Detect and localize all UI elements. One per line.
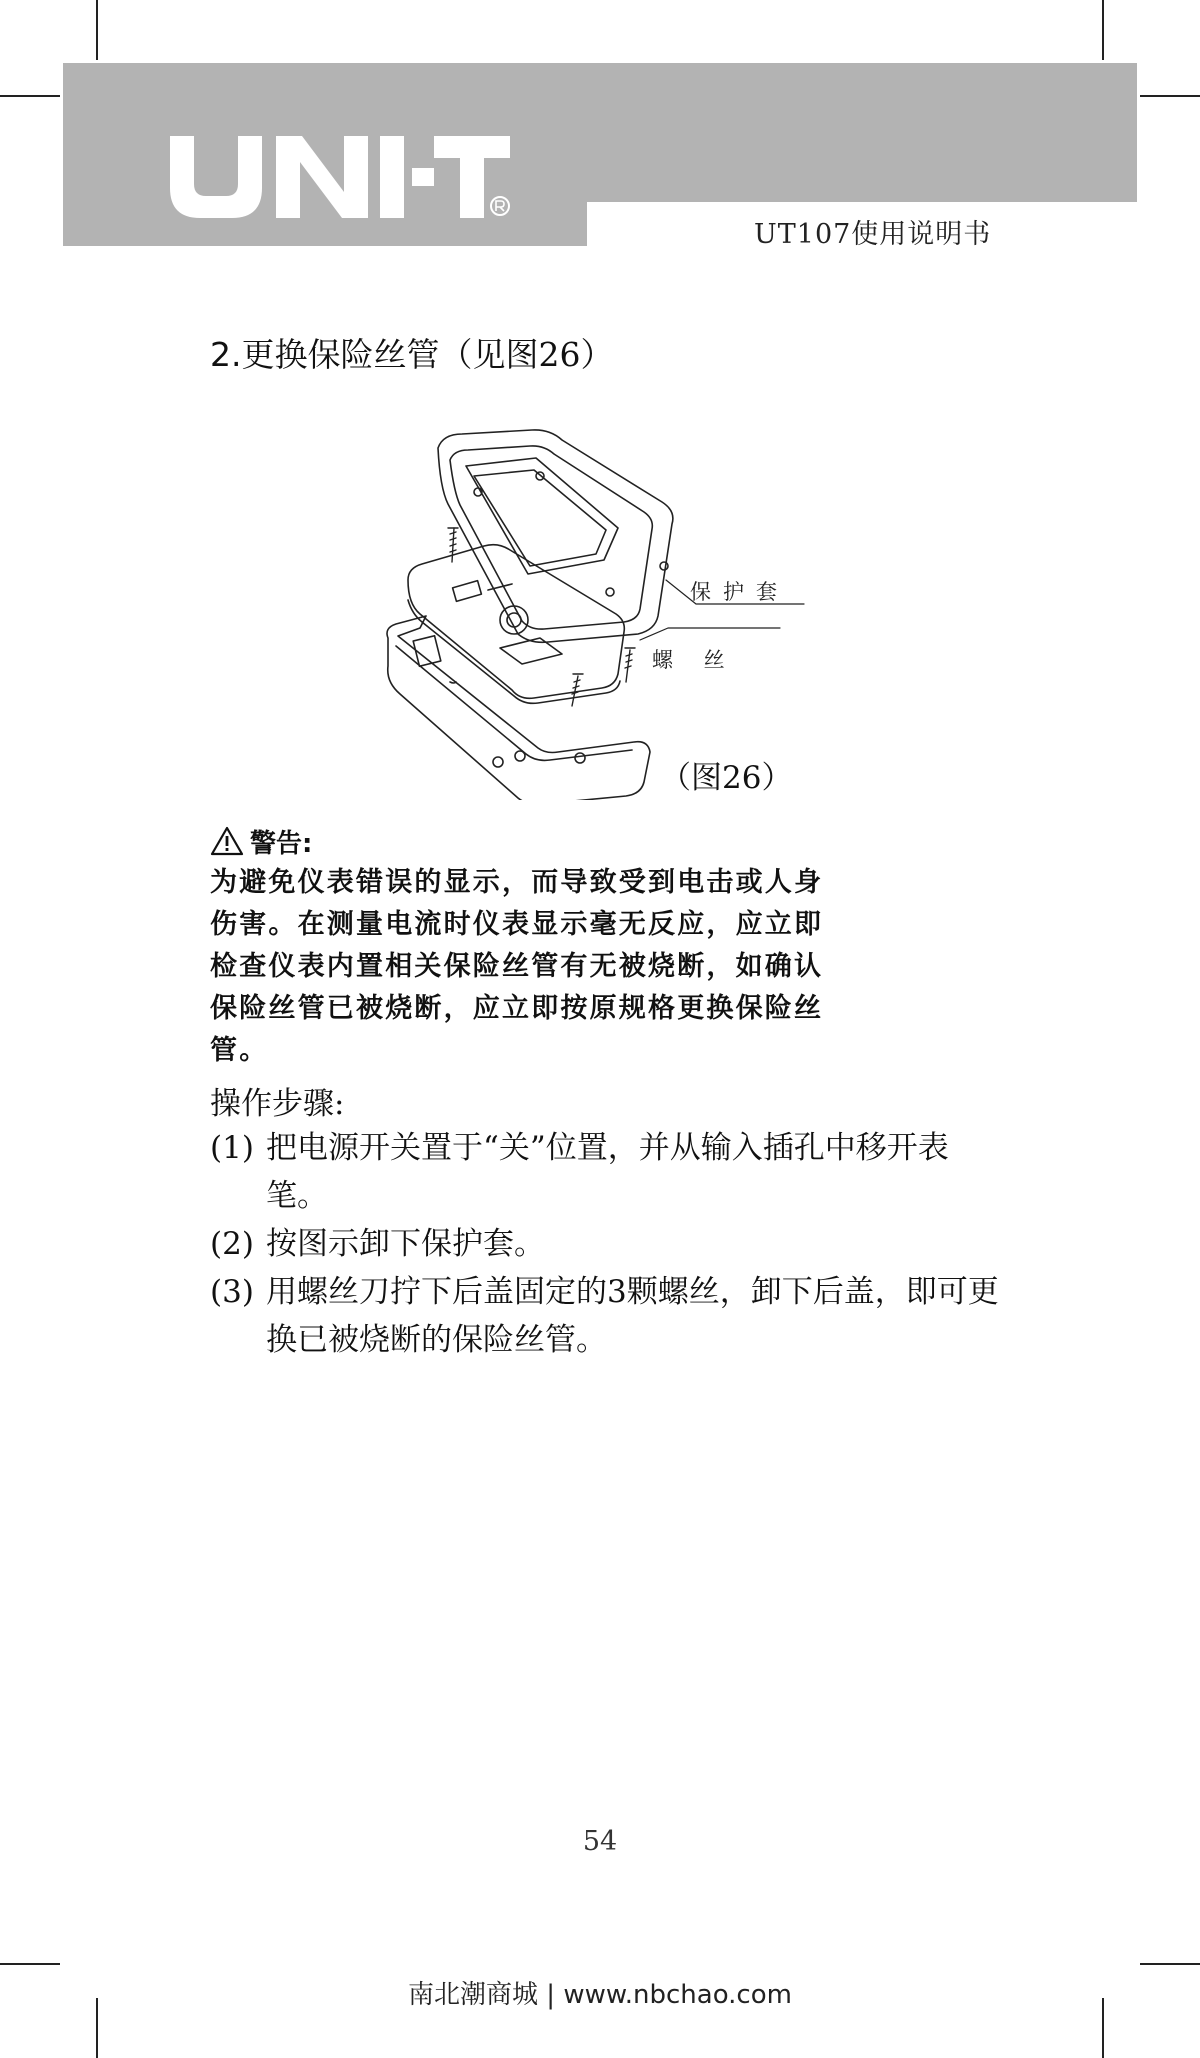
crop-mark — [1140, 1963, 1200, 1965]
step-item — [210, 1124, 1010, 1220]
crop-mark — [0, 95, 60, 97]
step-text: 用螺丝刀拧下后盖固定的3颗螺丝，卸下后盖，即可更换已被烧断的保险丝管。 — [266, 1274, 999, 1358]
document-title: UT107使用说明书 — [754, 219, 992, 250]
step-number: (2) — [210, 1226, 254, 1262]
step-item — [210, 1220, 1010, 1268]
crop-mark — [1102, 0, 1104, 60]
section-heading-text: 2.更换保险丝管 — [210, 335, 440, 374]
step-text: 按图示卸下保护套。 — [266, 1226, 545, 1262]
step-text: 把电源开关置于“关”位置，并从输入插孔中移开表笔。 — [266, 1130, 949, 1214]
steps-title: 操作步骤: — [210, 1086, 345, 1122]
figure-caption: （图26） — [660, 760, 793, 796]
warning-line: 伤害。在测量电流时仪表显示毫无反应，应立即 — [210, 909, 824, 940]
exploded-view-illustration — [370, 420, 810, 800]
footer-credit: 南北潮商城 | www.nbchao.com — [408, 1980, 792, 2010]
step-item — [210, 1268, 1010, 1364]
crop-mark — [1140, 95, 1200, 97]
warning-title-text: 警告: — [250, 828, 313, 859]
warning-line: 保险丝管已被烧断，应立即按原规格更换保险丝 — [210, 993, 824, 1024]
section-heading — [210, 329, 614, 376]
crop-mark — [0, 1963, 60, 1965]
callout-screw: 螺 丝 — [652, 648, 737, 672]
section-heading-ref: （见图26） — [439, 335, 614, 374]
warning-line: 为避免仪表错误的显示，而导致受到电击或人身 — [210, 867, 824, 898]
warning-title — [210, 820, 312, 862]
warning-line: 管。 — [210, 1035, 269, 1066]
screw-leader-line — [640, 628, 780, 640]
crop-mark — [96, 0, 98, 60]
protective-cover-drawing — [438, 430, 673, 642]
warning-body — [210, 862, 1000, 1072]
callout-protective-cover: 保护套 — [690, 580, 789, 604]
page-number: 54 — [582, 1826, 618, 1857]
steps-list — [210, 1124, 1010, 1364]
uni-t-logo — [168, 126, 528, 224]
warning-triangle-icon — [210, 826, 244, 856]
step-number: (3) — [210, 1274, 254, 1310]
step-number: (1) — [210, 1130, 254, 1166]
warning-line: 检查仪表内置相关保险丝管有无被烧断，如确认 — [210, 951, 824, 982]
